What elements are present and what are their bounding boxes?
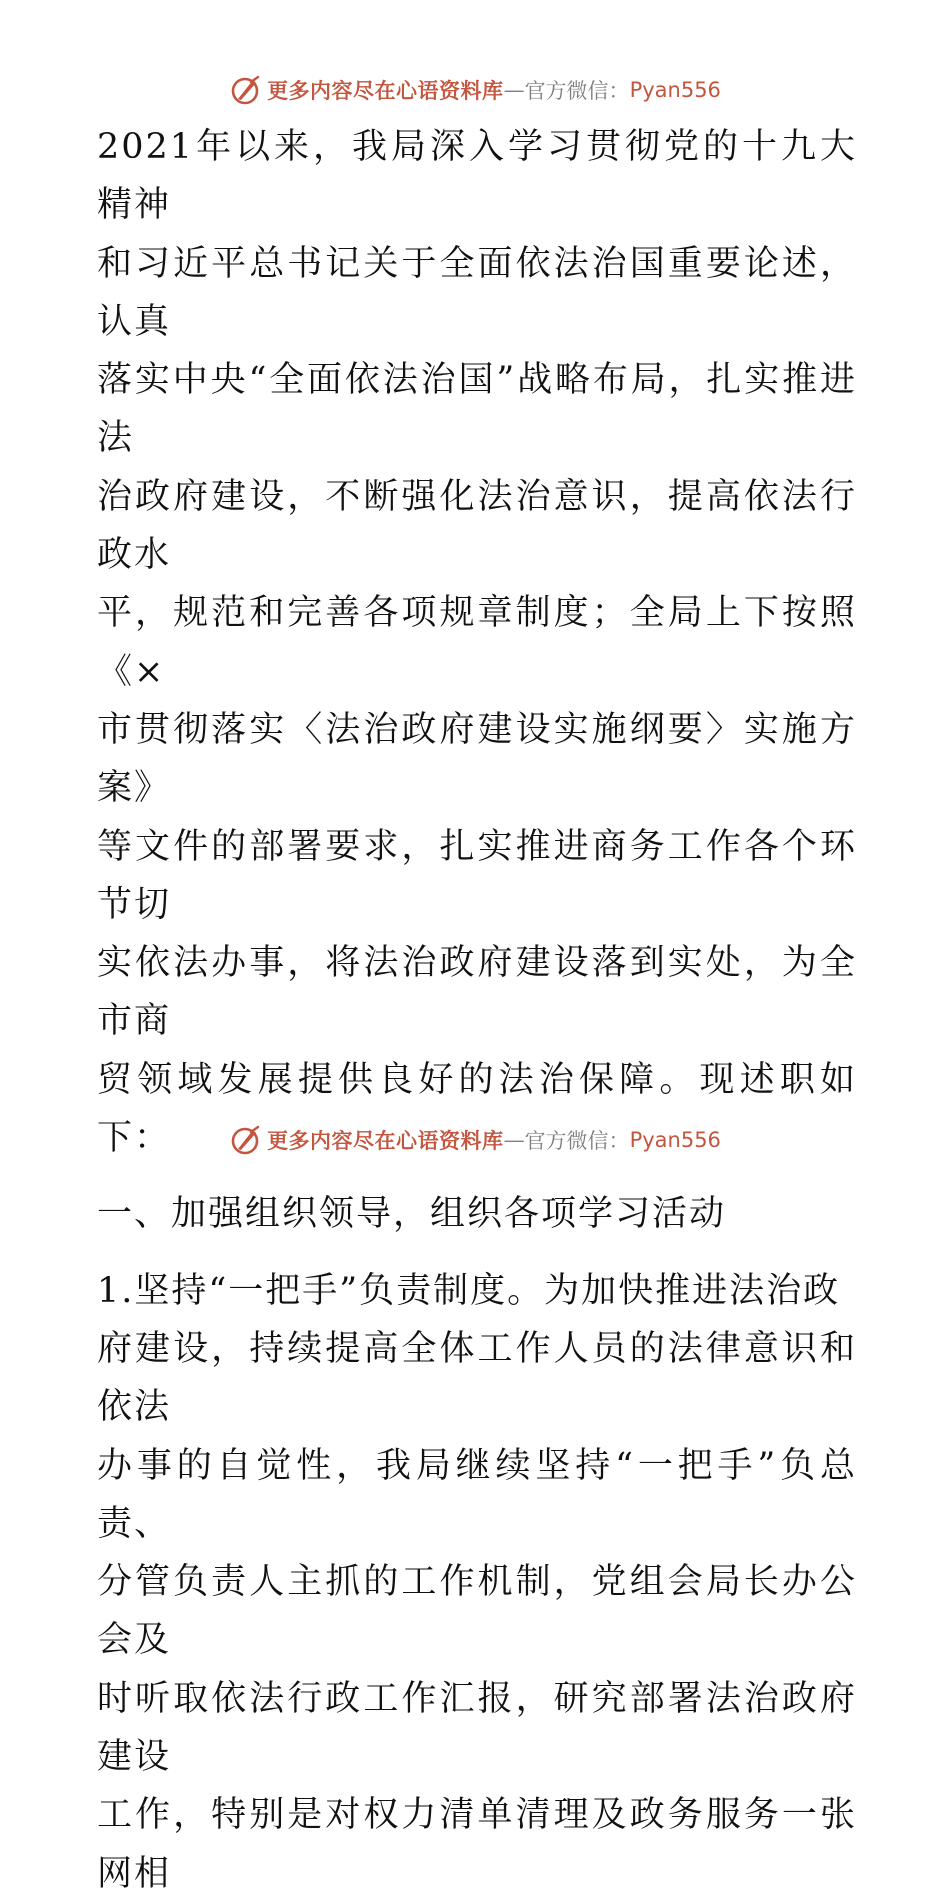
text-line: 平，规范和完善各项规章制度；全局上下按照《× — [97, 593, 857, 692]
text-line: 时听取依法行政工作汇报，研究部署法治政府建设 — [97, 1678, 857, 1778]
watermark-dash: — — [503, 78, 525, 102]
text-line: 府建设，持续提高全体工作人员的法律意识和依法 — [97, 1328, 857, 1428]
watermark-prefix: 更多内容尽在心语资料库 — [267, 1129, 504, 1153]
intro-paragraph — [97, 118, 857, 1167]
quill-logo-icon — [229, 1124, 261, 1156]
text-line: 和习近平总书记关于全面依法治国重要论述，认真 — [97, 243, 857, 342]
text-line: 等文件的部署要求，扎实推进商务工作各个环节切 — [97, 826, 857, 925]
item-1-paragraph — [97, 1262, 857, 1903]
text-line: 工作，特别是对权力清单清理及政务服务一张网相 — [97, 1795, 857, 1894]
text-line: 治政府建设，不断强化法治意识，提高依法行政水 — [97, 476, 857, 576]
text-line: 分管负责人主抓的工作机制，党组会局长办公会及 — [97, 1562, 857, 1661]
watermark-wechat-id: Pyan556 — [629, 1128, 721, 1152]
section-heading: 一、加强组织领导，组织各项学习活动 — [97, 1194, 727, 1235]
text-line: 办事的自觉性，我局继续坚持“一把手”负总责、 — [97, 1445, 857, 1544]
watermark-wechat-id: Pyan556 — [629, 78, 721, 102]
text-line: 实依法办事，将法治政府建设落到实处，为全市商 — [97, 943, 857, 1042]
document-body — [97, 118, 857, 1903]
text-line: 市贯彻落实〈法治政府建设实施纲要〉实施方案》 — [97, 709, 857, 809]
watermark-official: 官方微信： — [524, 1129, 630, 1153]
text-line: 1.坚持“一把手”负责制度。为加快推进法治政 — [97, 1270, 841, 1311]
watermark-official: 官方微信： — [524, 79, 630, 103]
text-line: 落实中央“全面依法治国”战略布局，扎实推进法 — [97, 360, 857, 459]
watermark-header — [0, 70, 950, 110]
quill-logo-icon — [229, 74, 261, 106]
text-line: 贸领域发展提供良好的法治保障。现述职如下： — [97, 1059, 857, 1159]
text-line: 2021年以来，我局深入学习贯彻党的十九大精神 — [97, 127, 857, 226]
watermark-footer — [0, 1120, 950, 1160]
watermark-prefix: 更多内容尽在心语资料库 — [267, 79, 504, 103]
watermark-dash: — — [503, 1128, 525, 1152]
